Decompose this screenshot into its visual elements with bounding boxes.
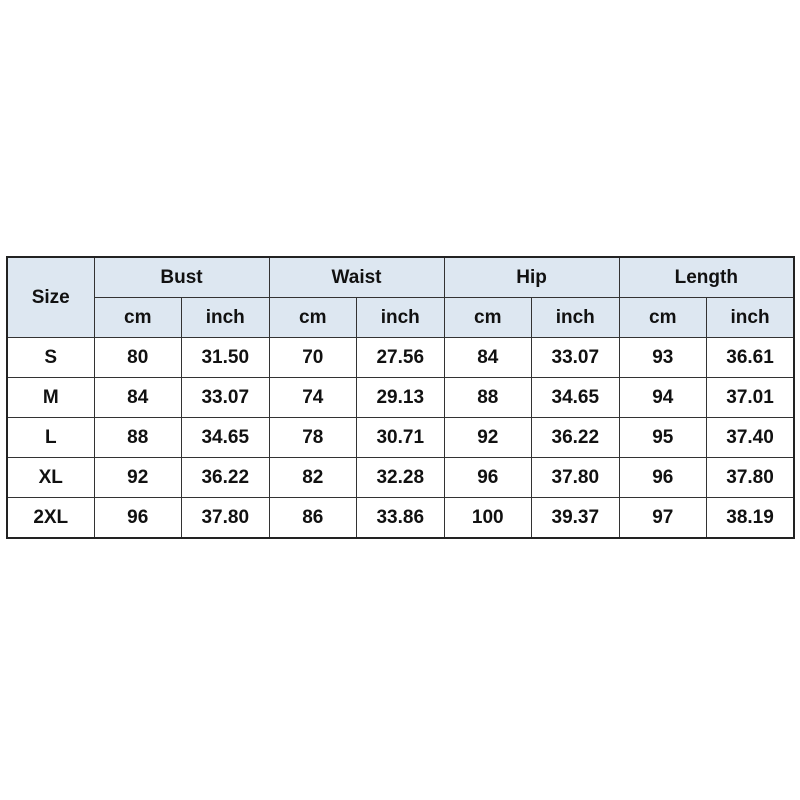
header-row-measurements [7,257,794,298]
length-cm-cell: 93 [619,338,707,378]
waist-inch-cell: 33.86 [357,498,445,539]
size-cell: M [7,378,94,418]
table-header [7,257,794,338]
length-cm-cell: 94 [619,378,707,418]
length-inch-cell: 37.01 [707,378,795,418]
size-cell: L [7,418,94,458]
hip-inch-cell: 39.37 [532,498,620,539]
bust-cm-cell: 80 [94,338,182,378]
waist-cm-cell: 70 [269,338,357,378]
bust-cm-cell: 84 [94,378,182,418]
hip-cm-cell: 100 [444,498,532,539]
bust-inch-cell: 34.65 [182,418,270,458]
hip-inch-cell: 37.80 [532,458,620,498]
bust-inch-header: inch [182,298,270,338]
waist-cm-header: cm [269,298,357,338]
size-column-header: Size [7,257,94,338]
table-row [7,338,794,378]
waist-inch-cell: 30.71 [357,418,445,458]
waist-group-header: Waist [269,257,444,298]
waist-inch-cell: 29.13 [357,378,445,418]
hip-inch-cell: 33.07 [532,338,620,378]
length-cm-cell: 97 [619,498,707,539]
hip-cm-header: cm [444,298,532,338]
hip-cm-cell: 96 [444,458,532,498]
size-cell: XL [7,458,94,498]
hip-cm-cell: 88 [444,378,532,418]
hip-inch-header: inch [532,298,620,338]
length-inch-cell: 36.61 [707,338,795,378]
length-inch-cell: 37.80 [707,458,795,498]
bust-inch-cell: 33.07 [182,378,270,418]
length-inch-header: inch [707,298,795,338]
hip-inch-cell: 36.22 [532,418,620,458]
hip-cm-cell: 84 [444,338,532,378]
table-row [7,498,794,539]
table-row [7,458,794,498]
bust-cm-cell: 92 [94,458,182,498]
length-cm-header: cm [619,298,707,338]
bust-cm-cell: 88 [94,418,182,458]
hip-cm-cell: 92 [444,418,532,458]
hip-group-header: Hip [444,257,619,298]
bust-inch-cell: 31.50 [182,338,270,378]
size-cell: S [7,338,94,378]
waist-inch-cell: 32.28 [357,458,445,498]
size-chart-table [6,256,795,539]
waist-inch-header: inch [357,298,445,338]
bust-cm-cell: 96 [94,498,182,539]
bust-inch-cell: 36.22 [182,458,270,498]
waist-cm-cell: 82 [269,458,357,498]
waist-cm-cell: 78 [269,418,357,458]
hip-inch-cell: 34.65 [532,378,620,418]
length-cm-cell: 95 [619,418,707,458]
table-row [7,378,794,418]
size-cell: 2XL [7,498,94,539]
length-inch-cell: 37.40 [707,418,795,458]
table-body [7,338,794,539]
length-inch-cell: 38.19 [707,498,795,539]
length-cm-cell: 96 [619,458,707,498]
table-row [7,418,794,458]
bust-cm-header: cm [94,298,182,338]
bust-inch-cell: 37.80 [182,498,270,539]
waist-cm-cell: 74 [269,378,357,418]
length-group-header: Length [619,257,794,298]
waist-inch-cell: 27.56 [357,338,445,378]
waist-cm-cell: 86 [269,498,357,539]
bust-group-header: Bust [94,257,269,298]
header-row-units [7,298,794,338]
